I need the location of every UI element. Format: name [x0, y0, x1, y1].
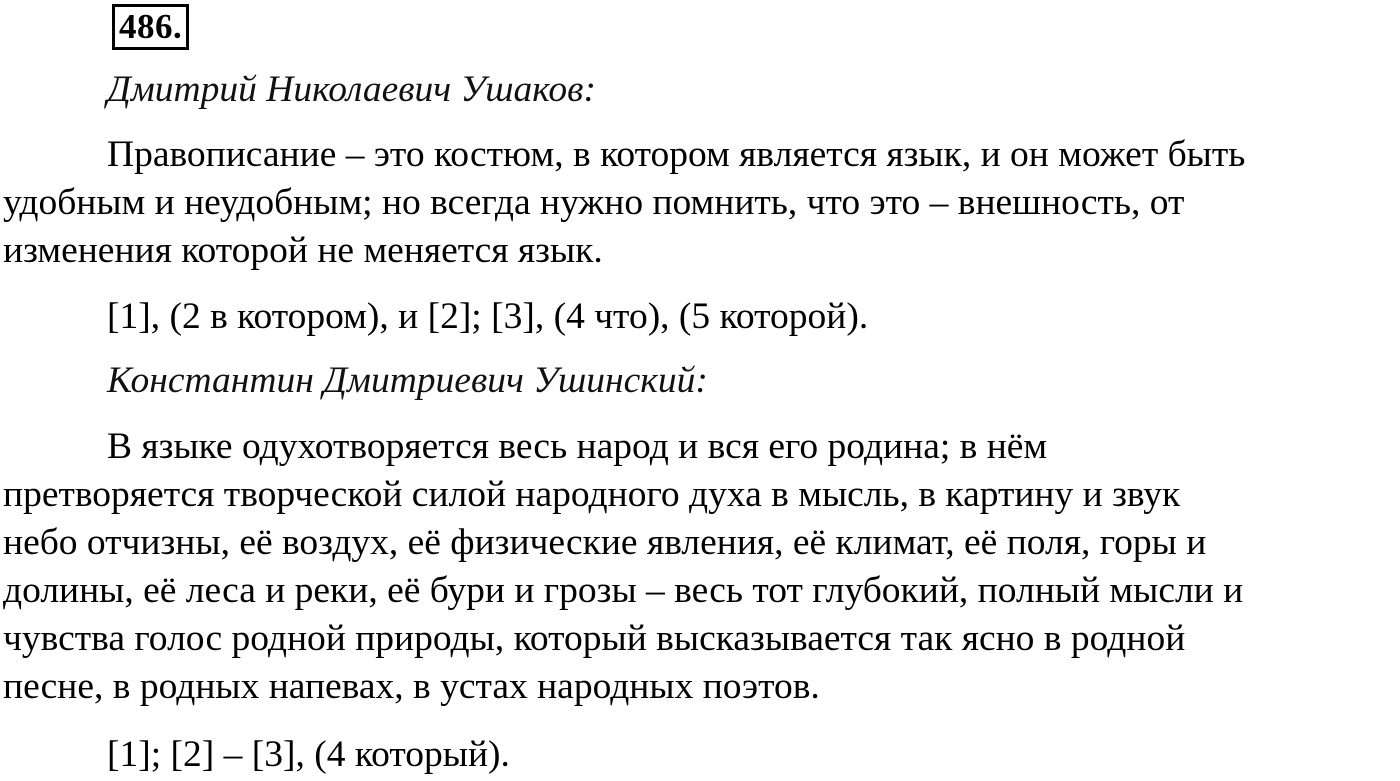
quote2-body: [3, 423, 1400, 711]
quote2-line: небо отчизны, её воздух, её физические явления, её климат, её поля, горы и: [3, 522, 1207, 563]
quote2-line: песне, в родных напевах, в устах народных поэтов.: [3, 666, 820, 707]
quote2-author: Константин Дмитриевич Ушинский:: [107, 360, 708, 401]
quote2-scheme: [1]; [2] – [3], (4 который).: [107, 734, 510, 775]
quote2-line: В языке одухотворяется весь народ и вся его родина; в нём: [107, 426, 1048, 467]
quote1-line: удобным и неудобным; но всегда нужно помнить, что это – внешность, от: [3, 182, 1185, 223]
quote1-author: Дмитрий Николаевич Ушаков:: [107, 69, 596, 110]
quote2-line: чувства голос родной природы, который высказывается так ясно в родной: [3, 618, 1186, 659]
quote2-line: претворяется творческой силой народного духа в мысль, в картину и звук: [3, 474, 1181, 515]
quote2-line: долины, её леса и реки, её бури и грозы – весь тот глубокий, полный мысли и: [3, 570, 1244, 611]
exercise-number: 486.: [112, 4, 189, 50]
quote1-scheme: [1], (2 в котором), и [2]; [3], (4 что), (5 которой).: [107, 296, 869, 337]
quote1-line: изменения которой не меняется язык.: [3, 230, 603, 271]
quote1-body: [3, 131, 1400, 275]
quote1-line: Правописание – это костюм, в котором является язык, и он может быть: [107, 134, 1246, 175]
